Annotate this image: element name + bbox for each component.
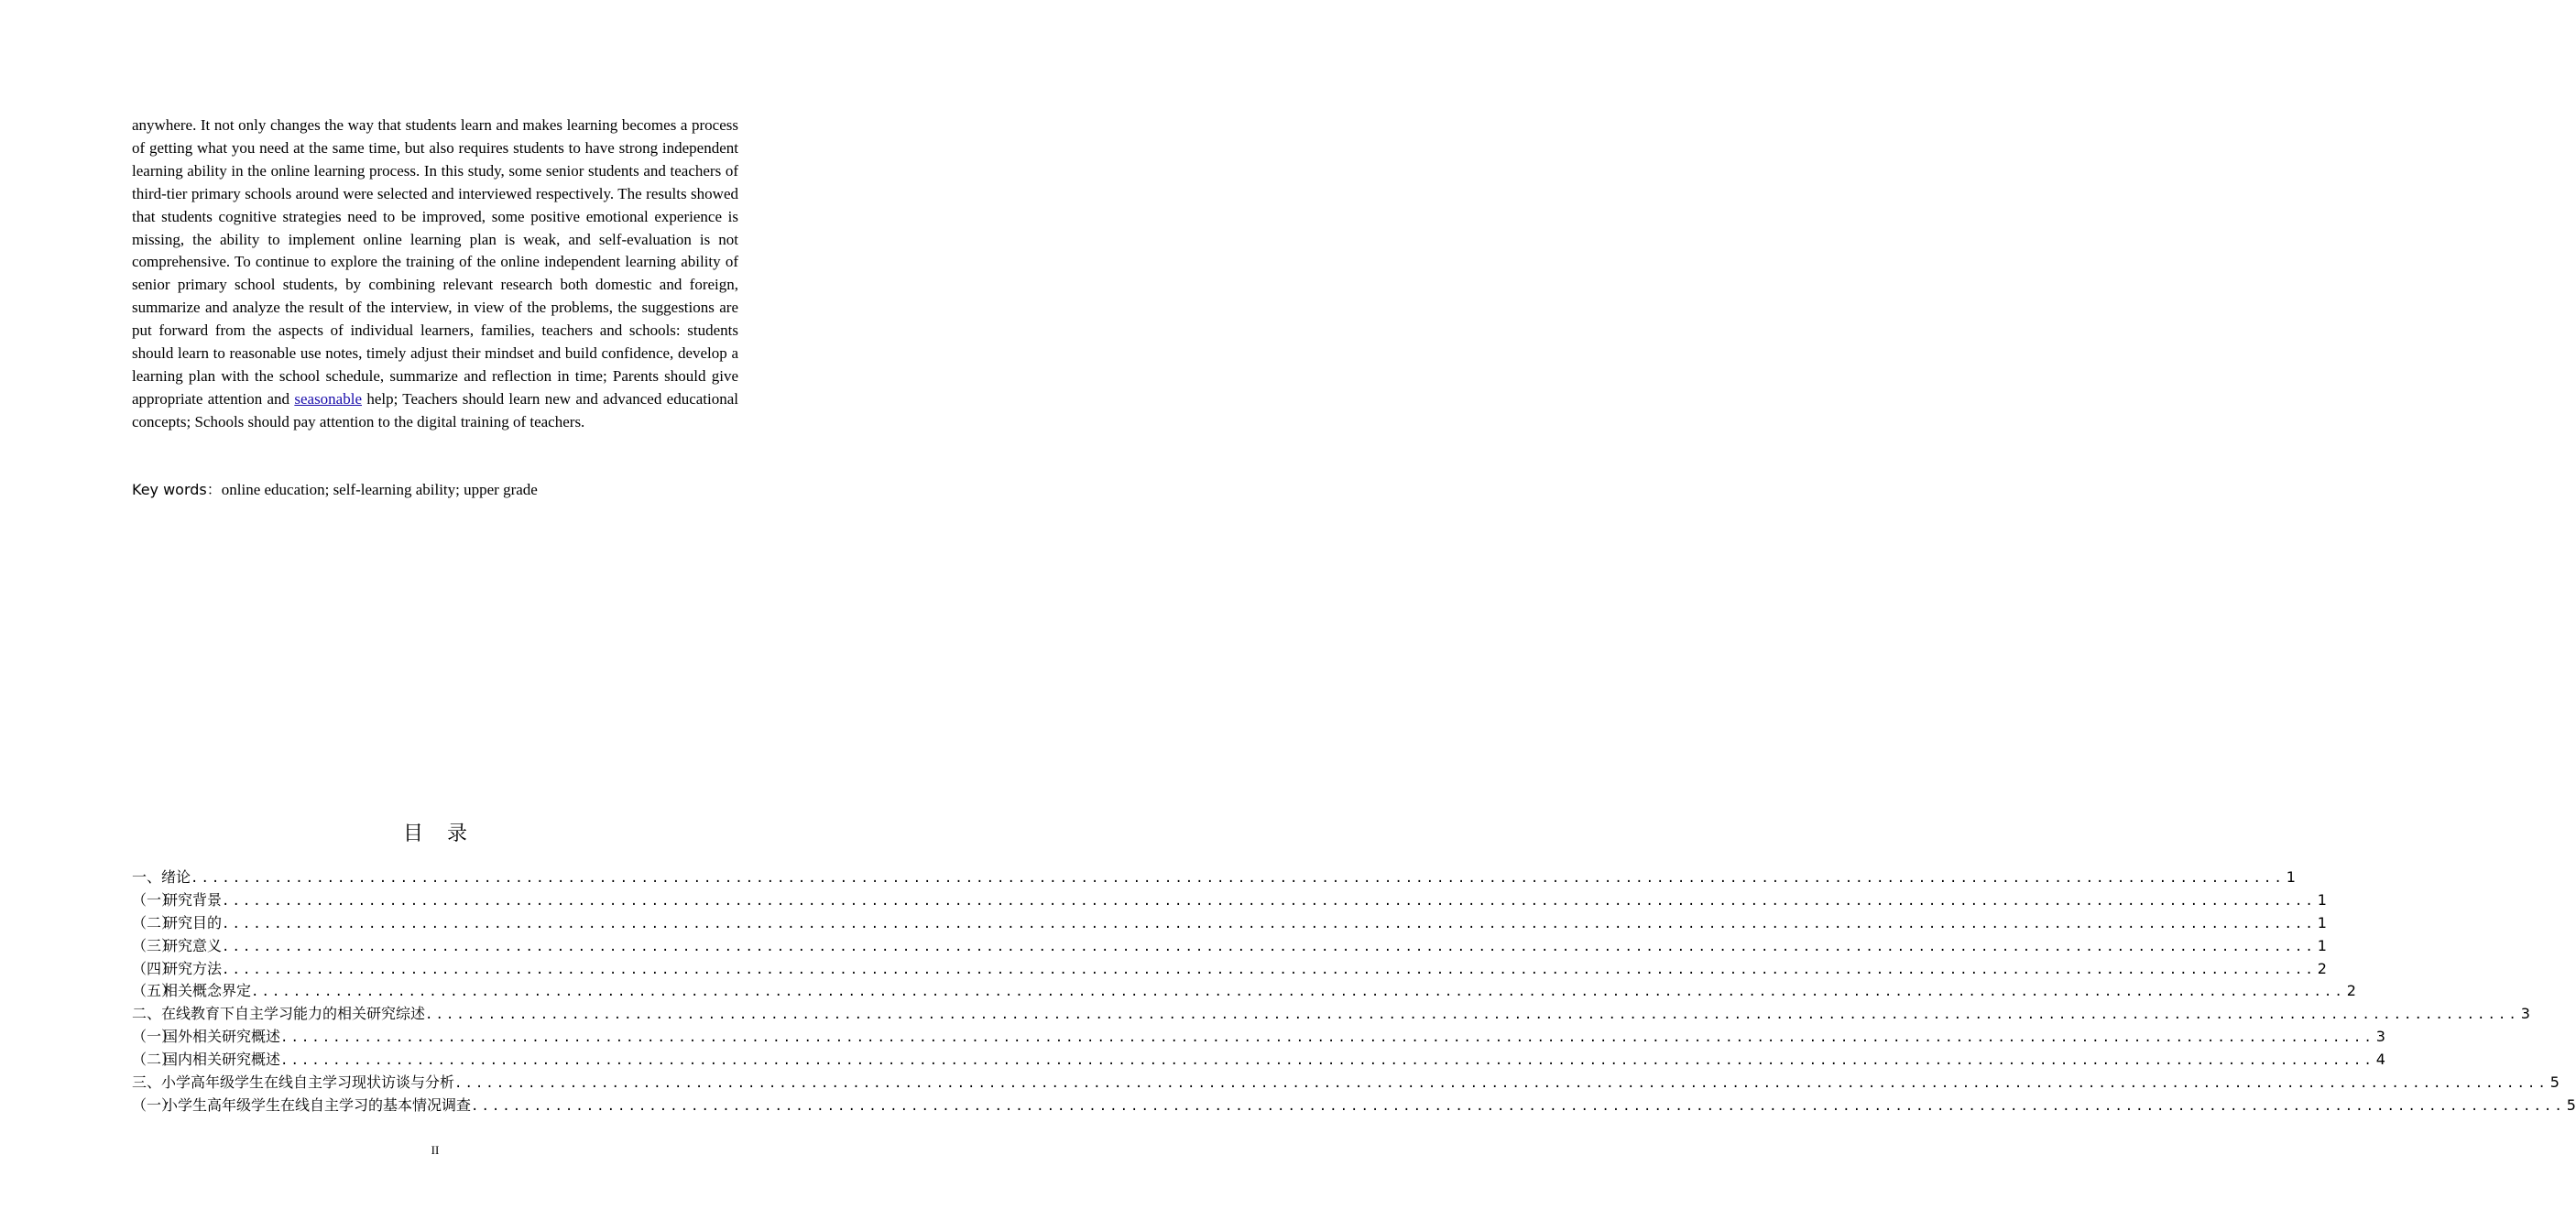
- toc-entry-number: （四）: [132, 959, 177, 977]
- toc-entry-title: 一、绪论: [132, 868, 191, 886]
- toc-entry-title: 研究方法: [163, 959, 223, 977]
- toc-entry-title: 相关概念界定: [163, 982, 252, 1000]
- toc-entry[interactable]: [132, 1072, 2560, 1095]
- toc-dot-leader: ........................................................................................................................................................................................................: [280, 1030, 2374, 1046]
- toc-entry-page: 1: [2317, 936, 2327, 954]
- toc-entry-number: （一）: [132, 1095, 177, 1114]
- toc-dot-leader: ........................................................................................................................................................................................................: [280, 1053, 2374, 1069]
- toc-entry-page: 1: [2317, 913, 2327, 931]
- keywords-line: [132, 479, 738, 501]
- toc-entry-page: 2: [2317, 959, 2327, 977]
- toc-entry-number: （二）: [132, 913, 177, 931]
- toc-entry-title: 研究意义: [163, 936, 223, 954]
- abstract-text-after-link: help; Teachers should learn new and advanced educational concepts; Schools should pay attention to the digital training of teachers.: [132, 389, 739, 430]
- toc-entry-number: （一）: [132, 890, 177, 909]
- toc-entry[interactable]: [132, 912, 2327, 935]
- toc-entry[interactable]: [132, 1003, 2530, 1026]
- toc-dot-leader: ........................................................................................................................................................................................................: [191, 871, 2285, 886]
- toc-entry-page: 5: [2549, 1073, 2560, 1092]
- toc-entry-title: 研究背景: [163, 890, 223, 909]
- toc-entry-number: （三）: [132, 936, 177, 954]
- toc-entry-page: 4: [2375, 1051, 2385, 1069]
- keywords-label: Key words：: [132, 481, 222, 498]
- toc-entry-page: 1: [2286, 868, 2296, 886]
- toc-entry[interactable]: [132, 866, 2296, 889]
- toc-entry-page: 3: [2520, 1005, 2530, 1023]
- abstract-text-before-link: anywhere. It not only changes the way that students learn and makes learning becomes a process of getting what you need at the same time, but also requires students to have strong independent learning ability in the online learning process. In this study, some senior students and teachers of third-tier primary schools around were selected and interviewed respectively. The results showed that students cognitive strategies need to be improved, some positive emotional experience is missing, the ability to implement online learning plan is weak, and self-evaluation is not comprehensive. To continue to explore the training of the online independent learning ability of senior primary school students, by combining relevant research both domestic and foreign, summarize and analyze the result of the interview, in view of the problems, the suggestions are put forward from the aspects of individual learners, families, teachers and schools: students should learn to reasonable use notes, timely adjust their mindset and build confidence, develop a learning plan with the school schedule, summarize and reflection in time; Parents should give appropriate attention and: [132, 116, 738, 408]
- keywords-text: online education; self-learning ability; upper grade: [221, 481, 538, 498]
- toc-entry-number: （一）: [132, 1028, 177, 1046]
- toc-entry-title: 三、小学高年级学生在线自主学习现状访谈与分析: [132, 1073, 455, 1092]
- toc-entry[interactable]: [132, 958, 2327, 981]
- toc-entry-page: 1: [2317, 890, 2327, 909]
- toc-entry-title: 小学生高年级学生在线自主学习的基本情况调查: [163, 1095, 472, 1114]
- toc-entry-title: 国外相关研究概述: [163, 1028, 281, 1046]
- toc-entry-page: 2: [2346, 982, 2356, 1000]
- toc-entry[interactable]: [132, 935, 2327, 958]
- toc-entry-number: （二）: [132, 1051, 177, 1069]
- toc-entry-page: 3: [2375, 1028, 2385, 1046]
- toc-dot-leader: ........................................................................................................................................................................................................: [251, 985, 2345, 1000]
- abstract-paragraph: [132, 114, 738, 434]
- toc-entry[interactable]: [132, 1026, 2385, 1049]
- toc-dot-leader: ........................................................................................................................................................................................................: [222, 962, 2316, 977]
- toc-entry[interactable]: [132, 1095, 2576, 1117]
- toc-entry-page: 5: [2566, 1095, 2576, 1114]
- toc-entry[interactable]: [132, 1049, 2385, 1072]
- page-number-footer: II: [431, 1143, 440, 1157]
- toc-dot-leader: ........................................................................................................................................................................................................: [222, 893, 2316, 909]
- toc-entry-title: 二、在线教育下自主学习能力的相关研究综述: [132, 1005, 426, 1023]
- seasonable-link[interactable]: seasonable: [294, 389, 362, 408]
- toc-entry-title: 国内相关研究概述: [163, 1051, 281, 1069]
- toc-entry[interactable]: [132, 980, 2356, 1003]
- toc-dot-leader: ........................................................................................................................................................................................................: [454, 1076, 2549, 1092]
- toc-entry-title: 研究目的: [163, 913, 223, 931]
- toc-dot-leader: ........................................................................................................................................................................................................: [471, 1098, 2565, 1114]
- toc-dot-leader: ........................................................................................................................................................................................................: [222, 916, 2316, 931]
- toc-entry-number: （五）: [132, 982, 177, 1000]
- toc-entry[interactable]: [132, 889, 2327, 912]
- table-of-contents: [132, 866, 2576, 1117]
- toc-dot-leader: ........................................................................................................................................................................................................: [425, 1008, 2519, 1023]
- toc-dot-leader: ........................................................................................................................................................................................................: [222, 939, 2316, 954]
- toc-title: 目录: [402, 822, 491, 845]
